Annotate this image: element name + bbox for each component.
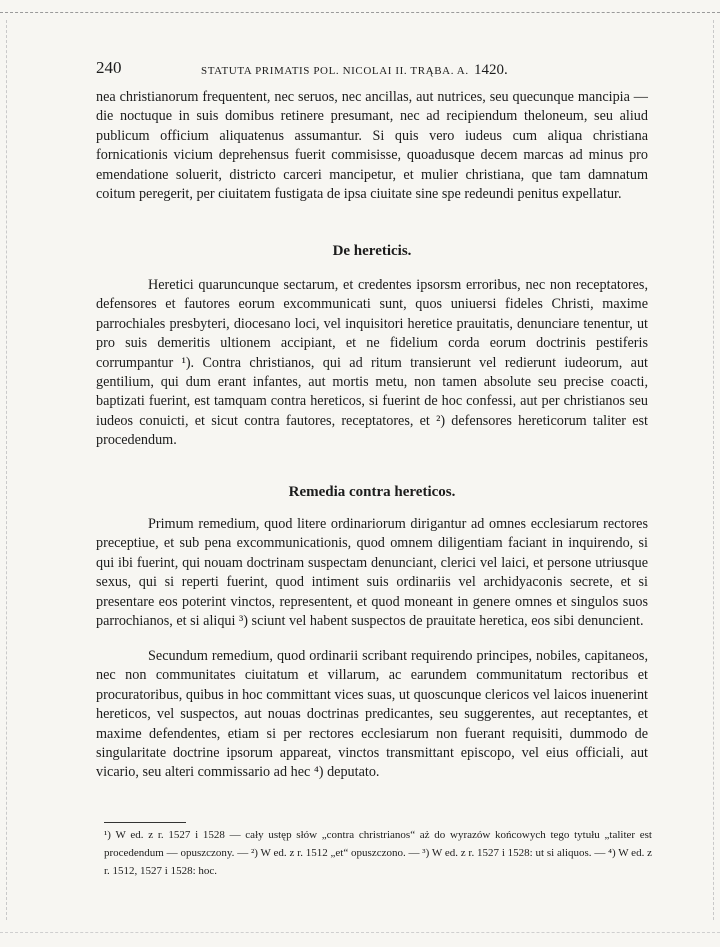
running-head <box>201 62 508 79</box>
paragraph-secundum-remedium: Secundum remedium, quod ordinarii scribant requirendo principes, nobiles, capitaneos, nec non communitates ciuitatum et villarum, ac earundem communitatum rectoribus et procuratoribus, quibus in hoc committant vices suas, ut quoscunque clericos vel laicos inuenerint hereticos, vel suspectos, aut nouas doctrinas predicantes, seu suggerentes, aut receptantes, et maxime defendentes, etiam si per rectores ecclesiarum non fuerant requisiti, dummodo de singularitate doctrine ipsorum appareat, vinctos transmittant episcopo, vel eius officiali, aut vicario, seu alteri commissario ad hec ⁴) deputato. <box>96 648 648 781</box>
running-head-title: STATUTA PRIMATIS POL. NICOLAI II. TRĄBA. A. <box>201 65 469 77</box>
section-heading-de-hereticis: De hereticis. <box>332 243 412 259</box>
footnotes: ¹) W ed. z r. 1527 i 1528 — cały ustęp słów „contra christrianos“ aż do wyrazów końcowych tego tytułu „taliter est procedendum — opuszczony. — ²) W ed. z r. 1512 „et“ opuszczono. — ³) W ed. z r. 1527 i 1528: ut si aliquos. — ⁴) W ed. z r. 1512, 1527 i 1528: hoc. <box>104 829 652 877</box>
scan-edge-bottom <box>0 932 720 933</box>
paragraph-primum-remedium: Primum remedium, quod litere ordinariorum dirigantur ad omnes ecclesiarum rectores preceptiue, et sub pena excommunicationis, quod omnem diligentiam faciant in inquirendo, si qui ibi fuerint, qui nouam doctrinam suspectam denunciant, clerici vel laici, et persone utriusque sexus, qui si reperti fuerint, quod intiment suis ordinariis vel archidyaconis secrete, et si presentare eos poterint vinctos, representent, et quod moneant in genere omnes et singulos suos parrochianos, et si aliqui ³) sciunt vel habent suspectos de prauitate heretica, eos sibi denuncient. <box>96 516 648 630</box>
running-head-year: 1420. <box>474 62 508 78</box>
footnote-separator <box>104 822 186 823</box>
paragraph-heretici: Heretici quaruncunque sectarum, et credentes ipsorsm erroribus, nec non receptatores, defensores et fautores eorum excommunicati sunt, quos uniuersi fideles Christi, maxime parrochiales presbyteri, diocesano loci, vel inquisitori heretice prauitatis, denunciare tenentur, ut pro suis demeritis ultionem accipiant, et ne fidelium corda eorum doctrinis pestiferis corrumpantur ¹). Contra christianos, qui ad ritum transierunt vel redierunt iudeorum, aut gentilium, qui dum erant infantes, aut mortis metu, non tamen absolute seu precise coacti, baptizati fuerint, est tamquam contra hereticos, si fuerint de hoc confessi, aut per christianos seu iudeos conuicti, et sicut contra fautores, receptatores, et ²) defensores hereticorum taliter est procedendum. <box>96 277 648 449</box>
scan-edge-top <box>0 12 720 13</box>
paragraph-continuation: nea christianorum frequentent, nec seruos, nec ancillas, aut nutrices, seu quecunque mancipia — die noctuque in suis domibus retinere presumant, nec ad recipiendum theloneum, seu aliud publicum officium aliquatenus assumantur. Si quis vero iudeus cum aliqua christiana fornicationis vicium deprehensus fuerit commisisse, quoadusque decem marcas ad minus pro emendatione soluerit, districto carceri mancipetur, et mulier christiana, que tam damnatum coitum peregerit, per ciuitatem fustigata de ipsa ciuitate sine spe redeundi penitus expellatur. <box>96 89 648 203</box>
section-heading-remedia: Remedia contra hereticos. <box>288 484 456 500</box>
page-header <box>96 58 656 80</box>
page-number: 240 <box>96 58 122 77</box>
scan-edge-left <box>6 20 7 920</box>
scan-edge-right <box>713 20 714 920</box>
